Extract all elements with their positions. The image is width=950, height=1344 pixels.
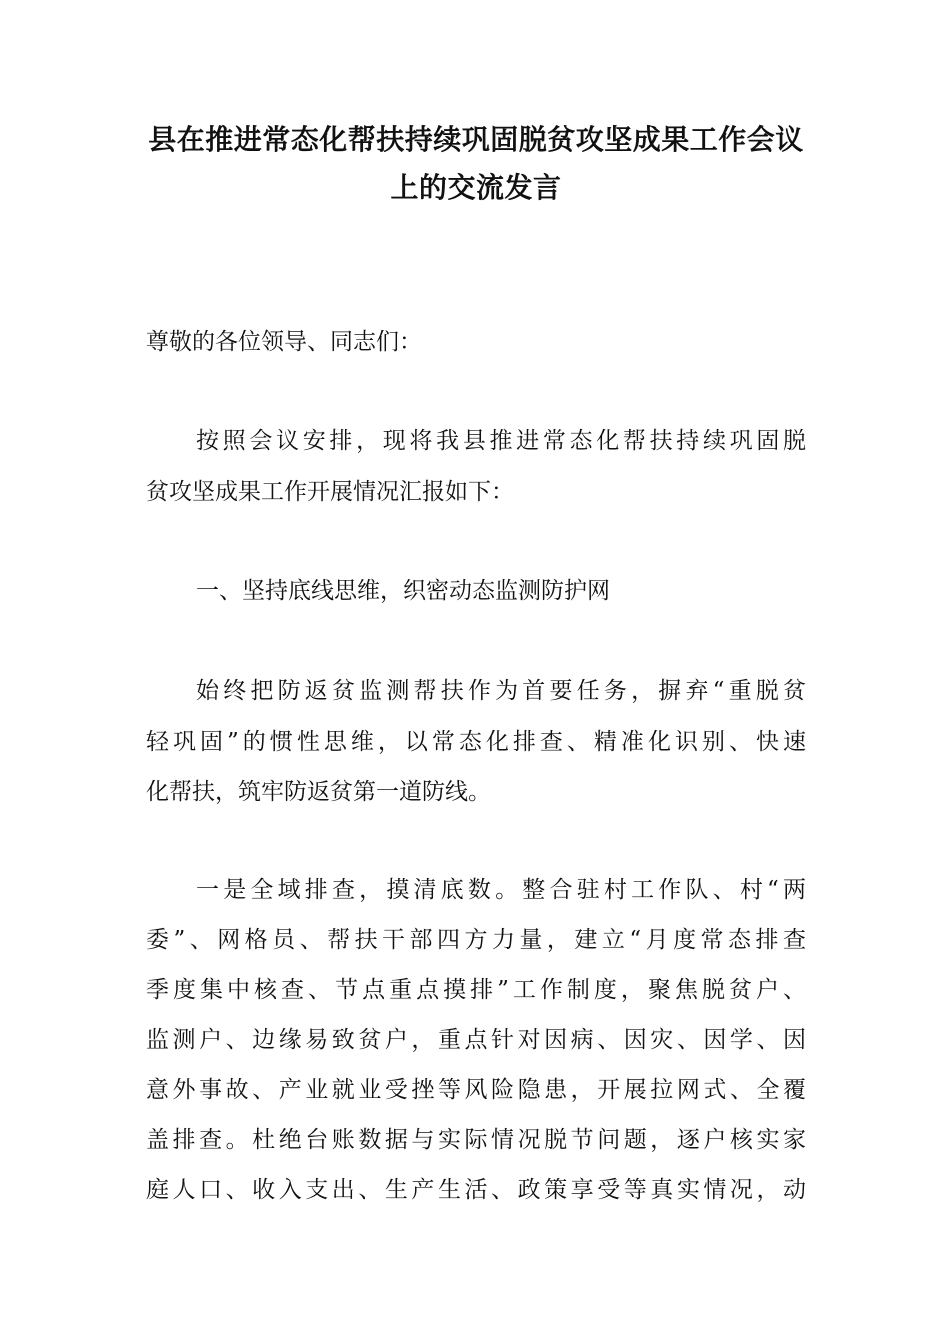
paragraph-line: 监测户、边缘易致贫户，重点针对因病、因灾、因学、因: [146, 1027, 806, 1053]
title-line-2: 上的交流发言: [390, 171, 562, 204]
paragraph-line: 庭人口、收入支出、生产生活、政策享受等真实情况，动: [146, 1177, 806, 1203]
title-line-1: 县在推进常态化帮扶持续巩固脱贫攻坚成果工作会议: [148, 123, 804, 156]
document-title: [146, 116, 806, 212]
section-heading: 一、坚持底线思维，织密动态监测防护网: [196, 578, 610, 604]
paragraph-line: 盖排查。杜绝台账数据与实际情况脱节问题，逐户核实家: [146, 1127, 806, 1153]
paragraph-line: 季度集中核查、节点重点摸排”工作制度，聚焦脱贫户、: [146, 977, 806, 1003]
paragraph-line: 按照会议安排，现将我县推进常态化帮扶持续巩固脱: [196, 428, 806, 454]
salutation: 尊敬的各位领导、同志们：: [146, 329, 422, 355]
paragraph-line: 意外事故、产业就业受挫等风险隐患，开展拉网式、全覆: [146, 1077, 806, 1103]
paragraph-line: 贫攻坚成果工作开展情况汇报如下：: [146, 479, 514, 505]
paragraph-line: 一是全域排查，摸清底数。整合驻村工作队、村“两: [196, 877, 806, 903]
paragraph-line: 轻巩固”的惯性思维，以常态化排查、精准化识别、快速: [146, 729, 806, 755]
paragraph-line: 始终把防返贫监测帮扶作为首要任务，摒弃“重脱贫: [196, 678, 806, 704]
paragraph-line: 委”、网格员、帮扶干部四方力量，建立“月度常态排查: [146, 927, 806, 953]
paragraph-line: 化帮扶，筑牢防返贫第一道防线。: [146, 779, 491, 805]
